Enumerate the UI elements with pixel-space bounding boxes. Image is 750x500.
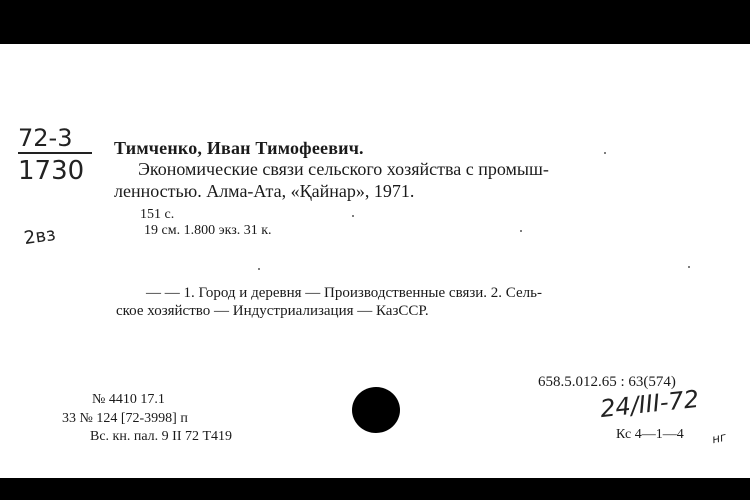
subject-headings-line-1: — — 1. Город и деревня — Производственные связи. 2. Сель-	[146, 285, 542, 301]
scan-speck	[520, 230, 522, 232]
registry-line-3: Вс. кн. пал. 9 II 72 Т419	[90, 429, 233, 444]
handwritten-date: 24/III-72	[598, 384, 701, 424]
handwritten-note-left: 2вз	[22, 223, 57, 250]
registry-line-1: № 4410 17.1	[92, 392, 165, 407]
subject-headings-line-2: ское хозяйство — Индустриализация — КазССР.	[116, 303, 429, 319]
title-line-2: ленностью. Алма-Ата, «Қайнар», 1971.	[114, 181, 415, 201]
punch-hole	[352, 387, 400, 433]
title-line-1: Экономические связи сельского хозяйства с промыш-	[138, 159, 549, 179]
classification-code: 658.5.012.65 : 63(574)	[538, 374, 676, 390]
scan-border-bottom	[0, 478, 750, 500]
handwritten-accession-number: 1730	[18, 156, 85, 186]
author-heading: Тимченко, Иван Тимофеевич.	[114, 138, 364, 158]
scan-speck	[604, 152, 606, 154]
scan-speck	[688, 266, 690, 268]
scan-speck	[258, 268, 260, 270]
shelf-mark-underline	[18, 152, 92, 154]
format-circulation-price: 19 см. 1.800 экз. 31 к.	[144, 223, 272, 238]
handwritten-note-right: нг	[710, 429, 728, 447]
scan-speck	[352, 215, 354, 217]
print-signature-code: Кс 4—1—4	[616, 427, 684, 442]
handwritten-shelf-mark: 72-3	[18, 124, 73, 152]
scan-border-top	[0, 0, 750, 44]
page-count: 151 с.	[140, 207, 175, 222]
registry-line-2: 33 № 124 [72-3998] п	[62, 411, 188, 426]
